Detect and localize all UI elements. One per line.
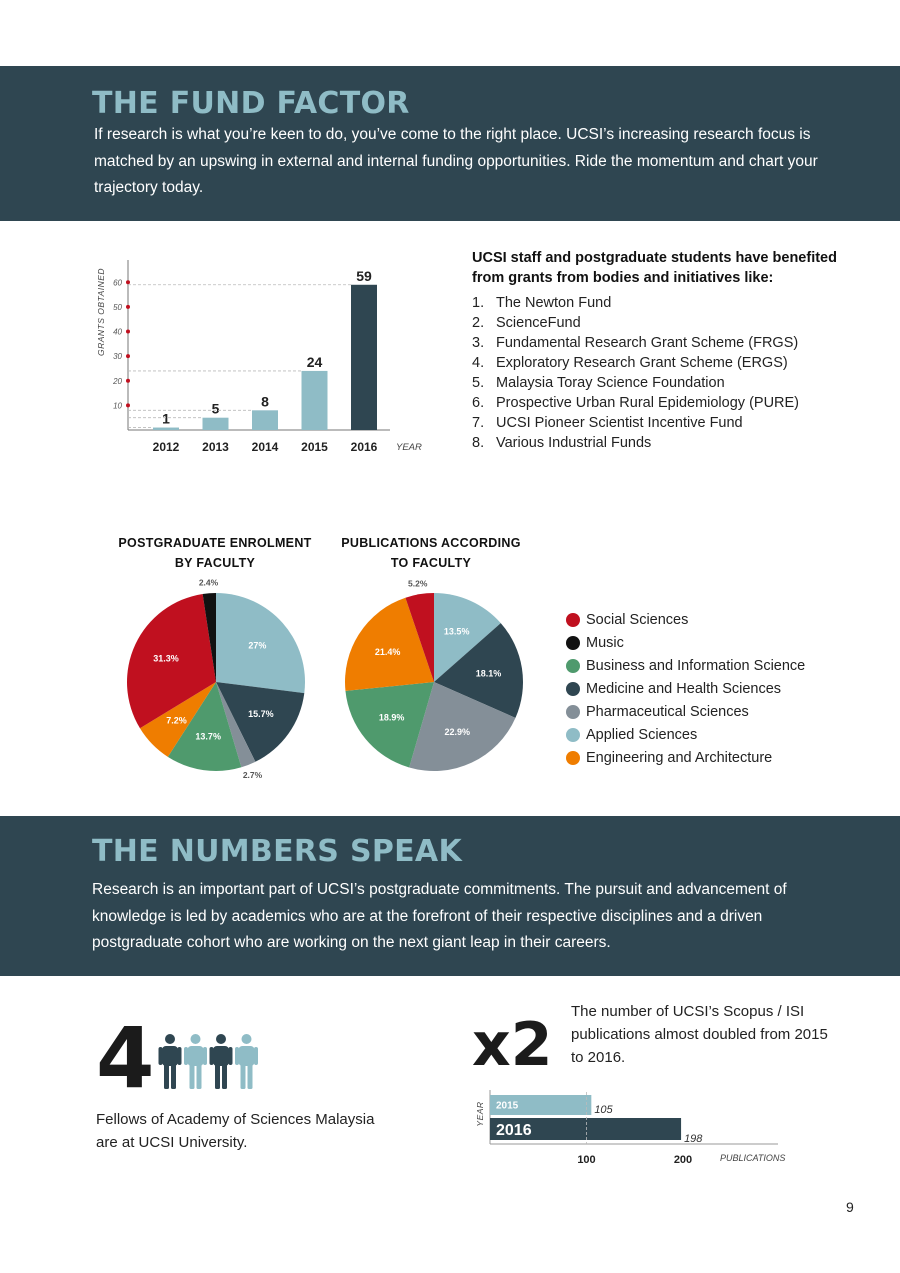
x-axis-title: PUBLICATIONS — [720, 1153, 786, 1163]
bar-value-label: 5 — [211, 400, 220, 417]
bar-year-label: 2015 — [496, 1100, 519, 1112]
pie-slice-label: 5.2% — [408, 578, 428, 589]
bar-value-label: 8 — [261, 393, 269, 410]
legend-label: Music — [586, 635, 624, 651]
grant-item-label: Various Industrial Funds — [496, 435, 652, 451]
y-tick-dot — [126, 403, 130, 407]
x-tick-label: 2012 — [152, 440, 180, 454]
legend-label: Business and Information Science — [586, 658, 806, 674]
pie-slice-label: 15.7% — [248, 709, 274, 719]
y-tick-label: 60 — [113, 278, 122, 288]
grants-bar-chart — [88, 252, 448, 464]
legend-item-engineering-and-architecture — [566, 749, 805, 772]
legend-item-medicine-and-health-sciences — [566, 680, 805, 703]
publications-title-line-2: TO FACULTY — [390, 556, 472, 570]
grant-item-label: Prospective Urban Rural Epidemiology (PURE) — [496, 395, 800, 411]
legend-label: Engineering and Architecture — [586, 750, 773, 766]
y-tick-dot — [126, 379, 130, 383]
numbers-speak-banner — [0, 816, 900, 976]
bar-value-label: 1 — [162, 410, 170, 427]
enrolment-pie-chart — [110, 570, 325, 790]
bar-2016 — [351, 285, 377, 430]
pie-slice-label: 13.7% — [195, 731, 221, 742]
bar-year-label: 2016 — [496, 1121, 532, 1139]
enrolment-title-line-1: POSTGRADUATE ENROLMENT — [118, 536, 312, 550]
x-tick-label: 2016 — [350, 440, 378, 454]
legend-item-music — [566, 634, 805, 657]
bar-value-label: 198 — [684, 1133, 703, 1145]
pie-slice-label: 18.1% — [475, 668, 502, 679]
grant-item-label: Exploratory Research Grant Scheme (ERGS) — [496, 355, 788, 371]
bar-value-label: 105 — [594, 1104, 613, 1116]
pie-slice-label: 13.5% — [443, 626, 470, 637]
publications-title-line-1: PUBLICATIONS ACCORDING — [341, 536, 521, 550]
pie-slice-label: 27% — [248, 640, 267, 651]
fund-factor-banner — [0, 66, 900, 221]
legend-swatch — [566, 751, 580, 765]
person-icon — [210, 1034, 233, 1089]
pie-slice-label: 22.9% — [444, 727, 471, 737]
grant-item-number: 2. — [472, 315, 485, 331]
person-icon — [235, 1034, 258, 1089]
x-tick-label: 200 — [673, 1154, 693, 1166]
person-icon — [184, 1034, 207, 1089]
x-axis-title: YEAR — [396, 442, 422, 453]
legend-label: Applied Sciences — [586, 727, 698, 743]
y-tick-dot — [126, 330, 130, 334]
bar-value-label: 24 — [306, 353, 323, 370]
bar-2012 — [153, 428, 179, 430]
legend-swatch — [566, 613, 580, 627]
grant-item-label: UCSI Pioneer Scientist Incentive Fund — [496, 415, 743, 431]
grant-item-number: 3. — [472, 335, 485, 351]
grant-item-number: 8. — [472, 435, 485, 451]
y-tick-label: 10 — [113, 401, 122, 411]
bar-2015 — [302, 371, 328, 430]
legend-label: Social Sciences — [586, 612, 689, 628]
grant-item-label: Malaysia Toray Science Foundation — [496, 375, 725, 391]
pie-slice-label: 2.4% — [198, 577, 219, 588]
pie-slice-label: 31.3% — [153, 653, 179, 664]
legend-item-pharmaceutical-sciences — [566, 703, 805, 726]
legend-swatch — [566, 728, 580, 742]
grant-item-label: The Newton Fund — [496, 295, 612, 311]
bar-2013 — [203, 418, 229, 430]
grant-item — [472, 293, 799, 313]
grant-item-label: ScienceFund — [496, 315, 581, 331]
y-axis-title: YEAR — [475, 1101, 485, 1127]
grant-item — [472, 353, 799, 373]
grant-item-number: 1. — [472, 295, 485, 311]
fund-factor-title: THE FUND FACTOR — [92, 86, 410, 121]
numbers-speak-body: Research is an important part of UCSI’s postgraduate commitments. The pursuit and advancement of knowledge is led by academics who are at the forefront of their respective disciplines and a driven postgraduate cohort who are working on the next giant leap in their careers. — [92, 881, 787, 951]
legend-swatch — [566, 705, 580, 719]
legend-label: Medicine and Health Sciences — [586, 681, 782, 697]
legend-item-social-sciences — [566, 611, 805, 634]
y-tick-label: 50 — [113, 302, 122, 312]
legend-item-business-and-information-science — [566, 657, 805, 680]
scopus-text: The number of UCSI’s Scopus / ISI publications almost doubled from 2015 to 2016. — [571, 1003, 828, 1066]
y-tick-dot — [126, 354, 130, 358]
legend-swatch — [566, 636, 580, 650]
legend-swatch — [566, 659, 580, 673]
y-tick-label: 30 — [113, 352, 122, 362]
publications-pie-chart — [328, 570, 543, 790]
y-tick-label: 20 — [113, 376, 122, 386]
pie-slice-label: 2.7% — [242, 770, 263, 781]
person-icon — [159, 1034, 182, 1089]
pie-slice-label: 7.2% — [166, 715, 187, 726]
grant-item — [472, 413, 799, 433]
grant-item-number: 7. — [472, 415, 485, 431]
bar-value-label: 59 — [356, 267, 372, 284]
x-tick-label: 2014 — [251, 440, 279, 454]
x-tick-label: 2013 — [202, 440, 229, 454]
pie-slice-label: 18.9% — [378, 712, 405, 723]
legend-item-applied-sciences — [566, 726, 805, 749]
grant-item-label: Fundamental Research Grant Scheme (FRGS) — [496, 335, 799, 351]
fellows-count: 4 — [96, 1009, 155, 1107]
doubling-multiplier: x2 — [472, 1010, 553, 1080]
grant-item — [472, 313, 799, 333]
x-tick-label: 100 — [577, 1154, 596, 1166]
grant-item — [472, 373, 799, 393]
page-number: 9 — [846, 1199, 854, 1215]
fund-factor-body: If research is what you’re keen to do, you’ve come to the right place. UCSI’s increasing research focus is matched by an upswing in external and internal funding opportunities. Ride the momentum and chart your trajectory today. — [94, 126, 818, 196]
publications-year-bar-chart — [470, 1088, 810, 1168]
publications-pie-title — [330, 533, 532, 573]
y-tick-dot — [126, 280, 130, 284]
y-axis-title: GRANTS OBTAINED — [96, 267, 106, 357]
grant-item — [472, 433, 799, 453]
legend-label: Pharmaceutical Sciences — [586, 704, 749, 720]
enrolment-pie-title — [110, 533, 320, 573]
bar-2014 — [252, 410, 278, 430]
numbers-speak-title: THE NUMBERS SPEAK — [92, 834, 462, 869]
grant-item — [472, 333, 799, 353]
enrolment-title-line-2: BY FACULTY — [174, 556, 256, 570]
fellows-people-icons — [158, 1034, 268, 1092]
pie-slice-label: 21.4% — [374, 647, 401, 658]
grant-item-number: 4. — [472, 355, 485, 371]
y-tick-dot — [126, 305, 130, 309]
grant-item-number: 5. — [472, 375, 485, 391]
x-tick-label: 2015 — [301, 440, 328, 454]
legend-swatch — [566, 682, 580, 696]
grant-item-number: 6. — [472, 395, 485, 411]
fellows-text: Fellows of Academy of Sciences Malaysia are at UCSI University. — [96, 1111, 375, 1151]
grants-list — [472, 293, 799, 453]
grants-heading: UCSI staff and postgraduate students have benefited from grants from bodies and initiatives like: — [472, 250, 837, 286]
y-tick-label: 40 — [113, 327, 122, 337]
grant-item — [472, 393, 799, 413]
faculty-legend — [566, 611, 805, 772]
